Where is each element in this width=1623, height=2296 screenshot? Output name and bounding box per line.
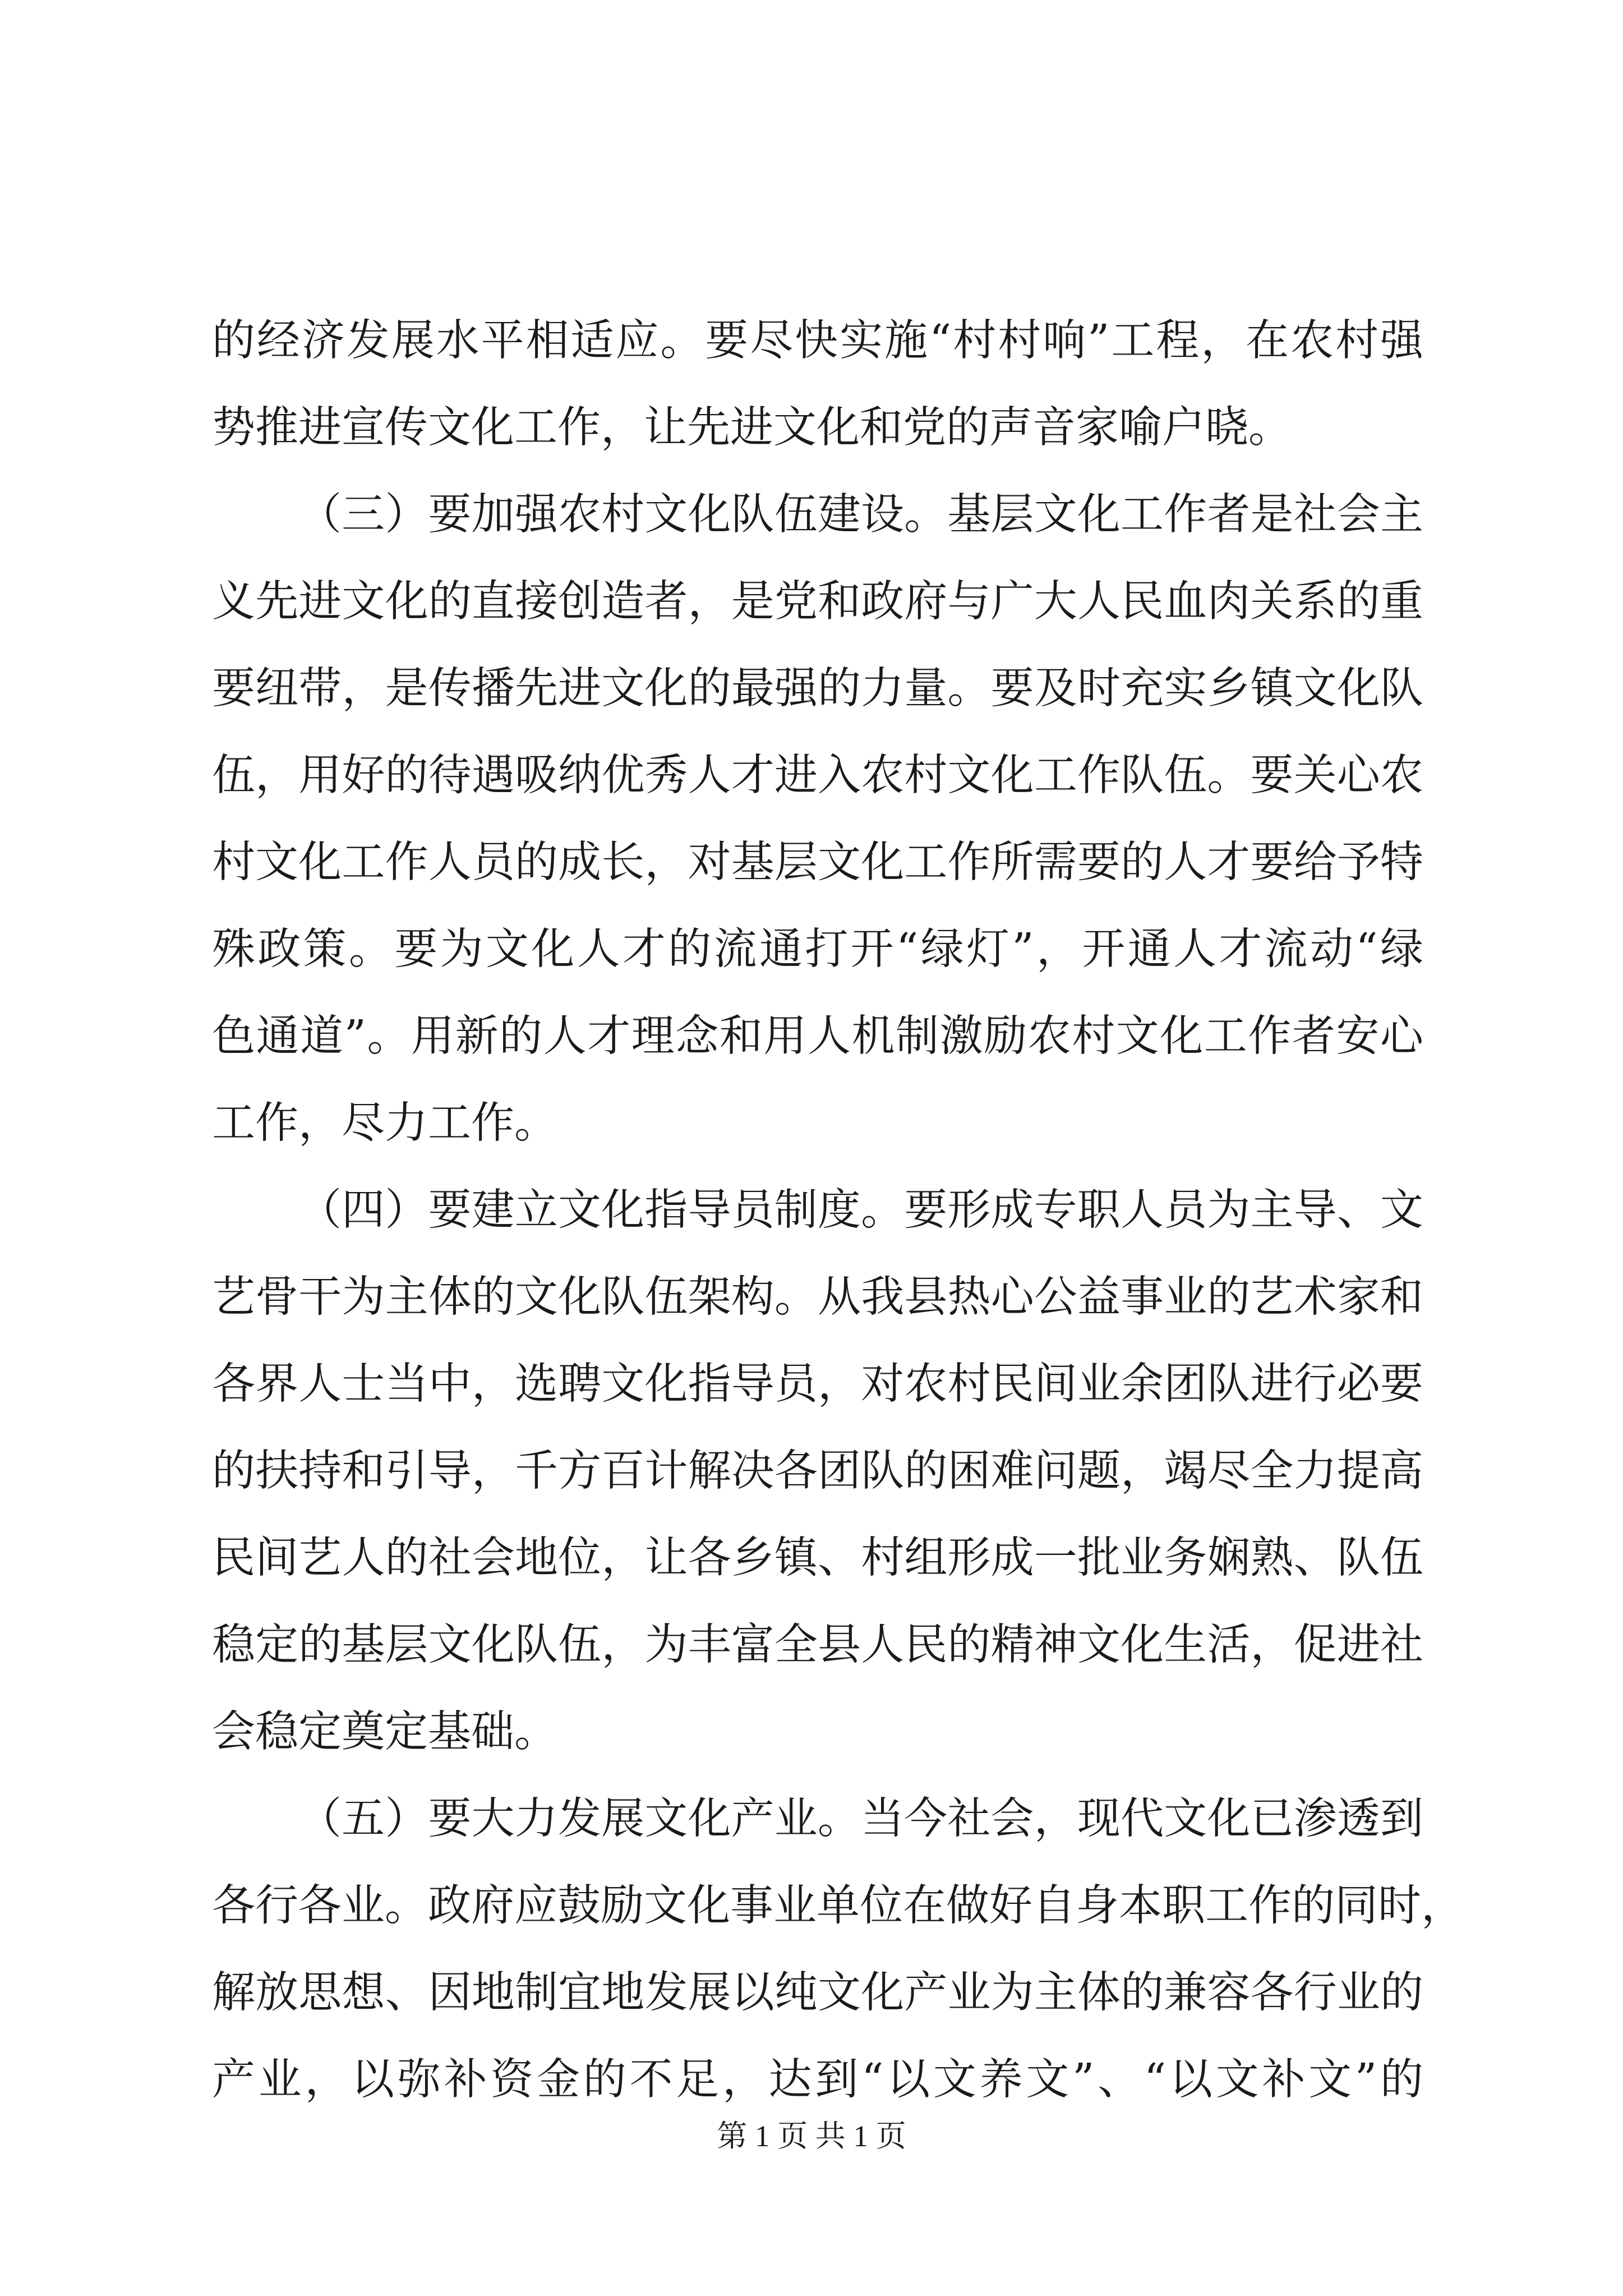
text-line: 艺骨干为主体的文化队伍架构。从我县热心公益事业的艺术家和	[212, 1272, 1423, 1322]
text-line: 势推进宣传文化工作，让先进文化和党的声音家喻户晓。	[212, 403, 1292, 453]
text-line: 要纽带，是传播先进文化的最强的力量。要及时充实乡镇文化队	[212, 664, 1423, 714]
text-line: 义先进文化的直接创造者，是党和政府与广大人民血肉关系的重	[212, 577, 1423, 627]
text-line: 各行各业。政府应鼓励文化事业单位在做好自身本职工作的同时，	[212, 1881, 1464, 1931]
paragraph-start-line: （三）要加强农村文化队伍建设。基层文化工作者是社会主	[298, 490, 1423, 540]
page-footer	[0, 2112, 1623, 2155]
text-line: 色通道”。用新的人才理念和用人机制激励农村文化工作者安心	[212, 1011, 1423, 1061]
page-number-label: 第 1 页 共 1 页	[717, 2119, 906, 2153]
text-line: 各界人士当中，选聘文化指导员，对农村民间业余团队进行必要	[212, 1359, 1423, 1409]
paragraph-start-line: （四）要建立文化指导员制度。要形成专职人员为主导、文	[298, 1185, 1423, 1235]
text-line: 会稳定奠定基础。	[212, 1707, 557, 1757]
text-line: 殊政策。要为文化人才的流通打开“绿灯”，开通人才流动“绿	[212, 924, 1423, 974]
text-line: 的经济发展水平相适应。要尽快实施“村村响”工程，在农村强	[212, 316, 1423, 366]
document-body	[212, 297, 1464, 2123]
text-line: 解放思想、因地制宜地发展以纯文化产业为主体的兼容各行业的	[212, 1968, 1423, 2018]
text-line: 伍，用好的待遇吸纳优秀人才进入农村文化工作队伍。要关心农	[212, 751, 1423, 800]
text-line: 稳定的基层文化队伍，为丰富全县人民的精神文化生活，促进社	[212, 1620, 1423, 1670]
text-line: 工作，尽力工作。	[212, 1098, 557, 1148]
text-line: 民间艺人的社会地位，让各乡镇、村组形成一批业务娴熟、队伍	[212, 1533, 1423, 1583]
text-line: 村文化工作人员的成长，对基层文化工作所需要的人才要给予特	[212, 838, 1423, 887]
paragraph-start-line: （五）要大力发展文化产业。当今社会，现代文化已渗透到	[298, 1794, 1423, 1844]
text-line: 产业，以弥补资金的不足，达到“以文养文”、“以文补文”的	[212, 2055, 1423, 2105]
text-line: 的扶持和引导，千方百计解决各团队的困难问题，竭尽全力提高	[212, 1446, 1423, 1496]
